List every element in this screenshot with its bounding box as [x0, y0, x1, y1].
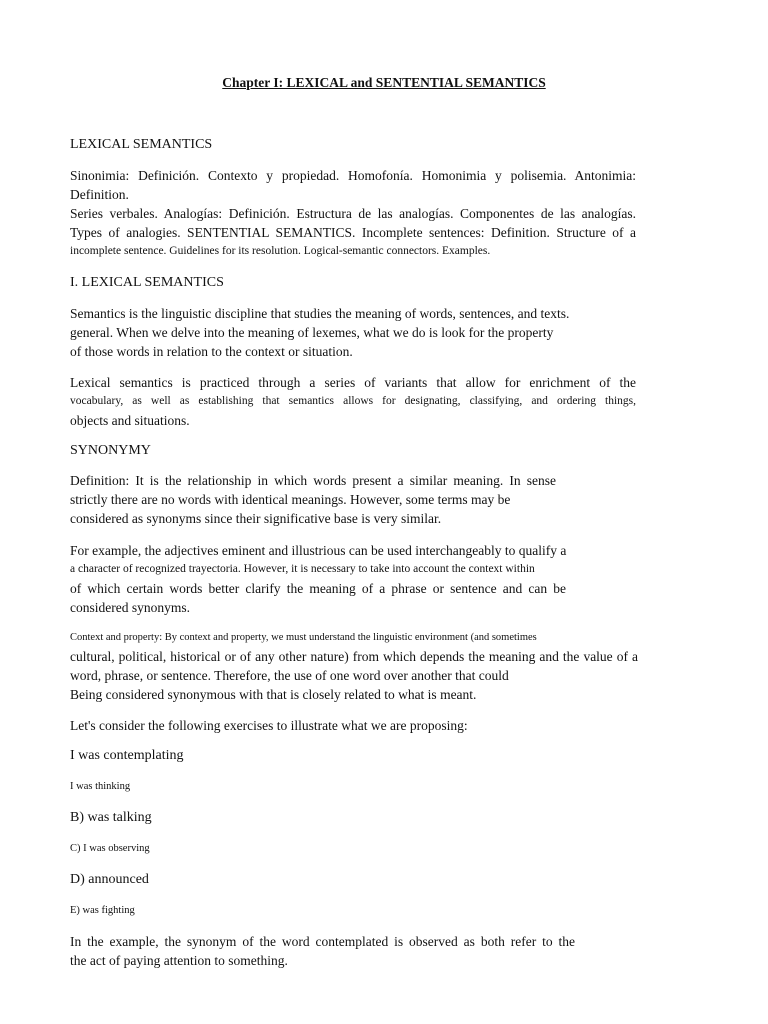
- intro-line: Definition.: [70, 187, 129, 202]
- intro-line: incomplete sentence. Guidelines for its resolution. Logical-semantic connectors. Examples.: [70, 245, 491, 257]
- heading-section-1: I. LEXICAL SEMANTICS: [70, 275, 224, 290]
- paragraph-line: the act of paying attention to something.: [70, 953, 288, 968]
- paragraph-line: For example, the adjectives eminent and illustrious can be used interchangeably to qualify a: [70, 543, 567, 558]
- option-item: I was thinking: [70, 781, 131, 792]
- paragraph-line: vocabulary, as well as establishing that semantics allows for designating, classifying, and ordering things,: [70, 395, 636, 407]
- paragraph-line: Lexical semantics is practiced through a series of variants that allow for enrichment of the: [70, 375, 636, 390]
- paragraph-line: a character of recognized trayectoria. However, it is necessary to take into account the context within: [70, 563, 535, 575]
- paragraph-line: Semantics is the linguistic discipline that studies the meaning of words, sentences, and texts.: [70, 306, 570, 321]
- intro-line: Series verbales. Analogías: Definición. Estructura de las analogías. Componentes de las analogías.: [70, 206, 636, 221]
- paragraph-line: objects and situations.: [70, 413, 190, 428]
- intro-line: Types of analogies. SENTENTIAL SEMANTICS. Incomplete sentences: Definition. Structure of a: [70, 225, 636, 240]
- paragraph-line: Context and property: By context and property, we must understand the linguistic environment (and sometimes: [70, 632, 537, 643]
- paragraph-line: of those words in relation to the context or situation.: [70, 344, 353, 359]
- option-item: D) announced: [70, 872, 149, 887]
- exercise-intro: Let's consider the following exercises to illustrate what we are proposing:: [70, 718, 468, 733]
- paragraph-line: cultural, political, historical or of any other nature) from which depends the meaning and the value of a: [70, 649, 638, 664]
- paragraph-line: of which certain words better clarify the meaning of a phrase or sentence and can be: [70, 581, 566, 596]
- paragraph-line: general. When we delve into the meaning of lexemes, what we do is look for the property: [70, 325, 554, 340]
- paragraph-line: In the example, the synonym of the word contemplated is observed as both refer to the: [70, 934, 575, 949]
- option-item: B) was talking: [70, 810, 152, 825]
- paragraph-line: Being considered synonymous with that is closely related to what is meant.: [70, 687, 477, 702]
- heading-lexical-semantics: LEXICAL SEMANTICS: [70, 137, 213, 152]
- chapter-title: Chapter I: LEXICAL and SENTENTIAL SEMANTICS: [222, 75, 546, 90]
- paragraph-line: strictly there are no words with identical meanings. However, some terms may be: [70, 492, 511, 507]
- paragraph-line: word, phrase, or sentence. Therefore, the use of one word over another that could: [70, 668, 509, 683]
- paragraph-line: Definition: It is the relationship in which words present a similar meaning. In sense: [70, 473, 556, 488]
- intro-line: Sinonimia: Definición. Contexto y propiedad. Homofonía. Homonimia y polisemia. Antonimia:: [70, 168, 636, 183]
- heading-synonymy: SYNONYMY: [70, 443, 151, 458]
- paragraph-line: considered synonyms.: [70, 600, 190, 615]
- option-item: E) was fighting: [70, 905, 135, 916]
- option-item: I was contemplating: [70, 748, 184, 763]
- paragraph-line: considered as synonyms since their significative base is very similar.: [70, 511, 442, 526]
- option-item: C) I was observing: [70, 843, 150, 854]
